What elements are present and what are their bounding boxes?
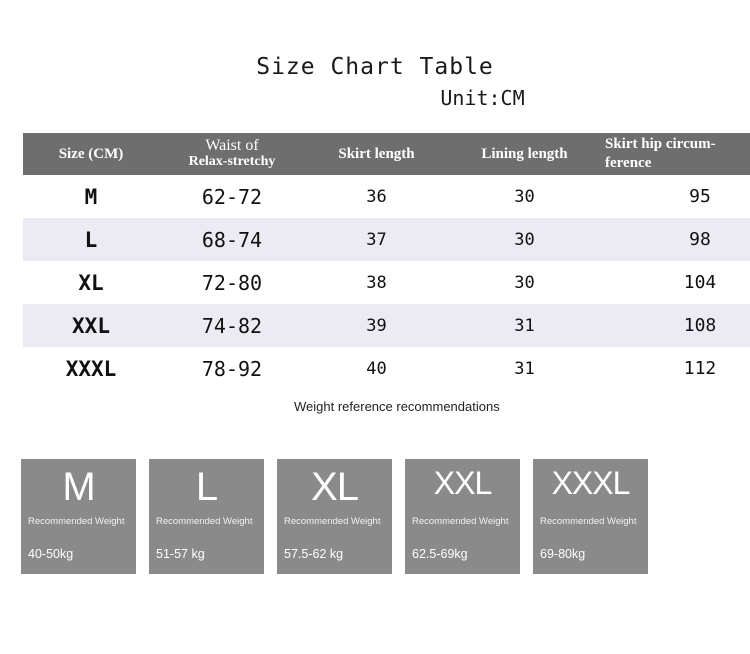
column-header-skirt-length: Skirt length <box>305 133 448 175</box>
cell-size: M <box>23 175 159 218</box>
cell-skirt-length: 40 <box>305 347 448 390</box>
weight-card-size: XXXL <box>551 465 630 501</box>
weight-card-size: L <box>195 465 218 509</box>
cell-waist: 68-74 <box>159 218 305 261</box>
column-header-size: Size (CM) <box>23 133 159 175</box>
column-header-lining-length: Lining length <box>448 133 601 175</box>
table-row <box>23 261 750 304</box>
cell-hip: 98 <box>601 218 750 261</box>
weight-reference-note: Weight reference recommendations <box>294 399 500 414</box>
page-title: Size Chart Table <box>256 54 494 80</box>
weight-card <box>533 459 648 574</box>
cell-lining-length: 31 <box>448 304 601 347</box>
weight-card-label: Recommended Weight <box>540 516 637 527</box>
table-row <box>23 175 750 218</box>
cell-skirt-length: 38 <box>305 261 448 304</box>
column-header-hip <box>601 133 750 175</box>
cell-size: XL <box>23 261 159 304</box>
cell-waist: 74-82 <box>159 304 305 347</box>
weight-card-label: Recommended Weight <box>156 516 253 527</box>
cell-skirt-length: 37 <box>305 218 448 261</box>
weight-card <box>21 459 136 574</box>
column-header-waist-line1: Waist of <box>205 136 259 154</box>
table-row <box>23 218 750 261</box>
column-header-hip-line2: ference <box>605 155 652 171</box>
size-chart-table <box>23 133 750 390</box>
weight-card-label: Recommended Weight <box>28 516 125 527</box>
cell-lining-length: 30 <box>448 175 601 218</box>
cell-size: XXXL <box>23 347 159 390</box>
weight-card-value: 57.5-62 kg <box>284 547 344 561</box>
weight-card <box>277 459 392 574</box>
cell-skirt-length: 39 <box>305 304 448 347</box>
cell-waist: 62-72 <box>159 175 305 218</box>
weight-card-value: 51-57 kg <box>156 547 205 561</box>
weight-card-label: Recommended Weight <box>412 516 509 527</box>
cell-skirt-length: 36 <box>305 175 448 218</box>
column-header-waist-line2: Relax-stretchy <box>188 154 276 170</box>
cell-size: XXL <box>23 304 159 347</box>
cell-waist: 78-92 <box>159 347 305 390</box>
cell-hip: 112 <box>601 347 750 390</box>
weight-card-size: M <box>62 465 95 509</box>
cell-lining-length: 31 <box>448 347 601 390</box>
weight-card-size: XXL <box>433 465 492 501</box>
unit-label: Unit:CM <box>440 86 525 110</box>
table-row <box>23 347 750 390</box>
weight-card-value: 62.5-69kg <box>412 547 468 561</box>
weight-card-size: XL <box>311 465 358 509</box>
weight-card-value: 40-50kg <box>28 547 74 561</box>
cell-waist: 72-80 <box>159 261 305 304</box>
column-header-hip-line1: Skirt hip circum- <box>605 136 716 153</box>
cell-hip: 104 <box>601 261 750 304</box>
cell-size: L <box>23 218 159 261</box>
weight-card-value: 69-80kg <box>540 547 586 561</box>
table-row <box>23 304 750 347</box>
cell-lining-length: 30 <box>448 261 601 304</box>
column-header-waist <box>159 133 305 175</box>
weight-card-label: Recommended Weight <box>284 516 381 527</box>
weight-card-list <box>21 459 733 574</box>
weight-card <box>405 459 520 574</box>
cell-lining-length: 30 <box>448 218 601 261</box>
cell-hip: 95 <box>601 175 750 218</box>
weight-card <box>149 459 264 574</box>
table-header-row <box>23 133 750 175</box>
cell-hip: 108 <box>601 304 750 347</box>
